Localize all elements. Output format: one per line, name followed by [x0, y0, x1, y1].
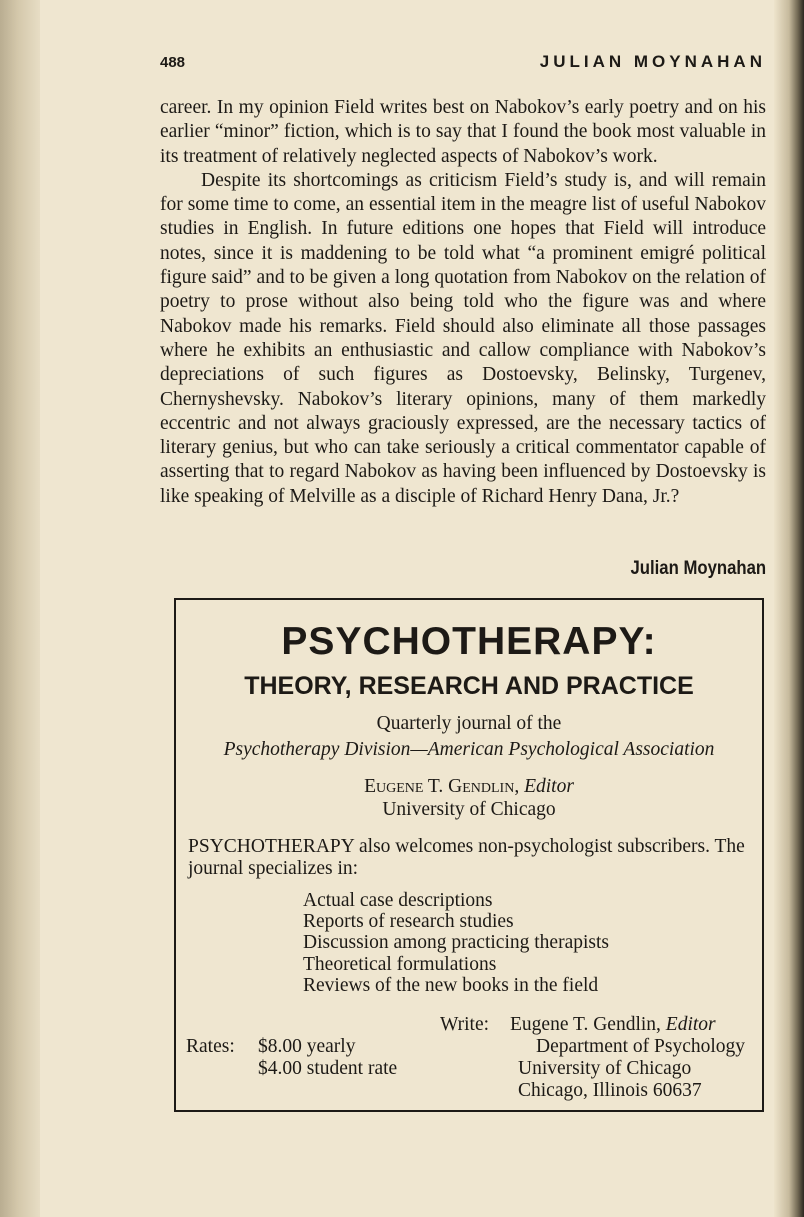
page-edge-left: [0, 0, 40, 1217]
page-edge-right: [774, 0, 804, 1217]
list-item: Reviews of the new books in the field: [303, 974, 599, 996]
paragraph-2: Despite its shortcomings as criticism Field’s study is, and will remain for some time to come, an essential item in the meagre list of useful Nabokov studies in English. In future editions one hopes that Field will introduce notes, since it is maddening to be told what “a prominent emigré political figure said” and to be given a long quotation from Nabokov on the relation of poetry to prose without also being told who the figure was and where Nabokov made his remarks. Field should also eliminate all those passages where he exhibits an enthusiastic and callow compliance with Nabokov’s depreciations of such figures as Dostoevsky, Belinsky, Turgenev, Chernyshevsky. Nabokov’s literary opinions, many of them markedly eccentric and not always graciously expressed, are the necessary tactics of literary genius, but who can take seriously a critical commentator capable of asserting that to regard Nabokov as having been influenced by Dostoevsky is like speaking of Melville as a disciple of Richard Henry Dana, Jr.?: [160, 169, 766, 507]
editor-role: Editor: [524, 776, 574, 797]
rates-list: [258, 1036, 397, 1080]
address-line: University of Chicago: [518, 1058, 692, 1079]
editor-name: Eugene T. Gendlin,: [364, 776, 520, 797]
list-item: Reports of research studies: [303, 911, 514, 933]
ad-description-line2: Psychotherapy Division—American Psychological Association: [223, 739, 715, 760]
list-item: Theoretical formulations: [303, 953, 497, 975]
article-body: [160, 96, 766, 509]
ad-subtitle: THEORY, RESEARCH AND PRACTICE: [244, 672, 694, 700]
list-item: Actual case descriptions: [303, 890, 493, 911]
address-line: Department of Psychology: [536, 1036, 746, 1057]
address-name-line: [510, 1014, 745, 1036]
write-label: Write:: [440, 1014, 490, 1035]
ad-editor-line: [176, 776, 762, 798]
ad-welcome-text: PSYCHOTHERAPY also welcomes non-psychologist subscribers. The journal specializes in:: [188, 836, 745, 879]
list-item: Discussion among practicing therapists: [303, 932, 609, 954]
page-header: [160, 52, 766, 80]
specialties-list: [303, 890, 609, 996]
journal-advertisement: [174, 598, 764, 1112]
rate-student: $4.00 student rate: [258, 1058, 398, 1079]
address-name: Eugene T. Gendlin,: [510, 1014, 661, 1035]
ad-title: PSYCHOTHERAPY:: [281, 620, 657, 663]
ad-university: University of Chicago: [382, 799, 556, 820]
rates-label: Rates:: [186, 1036, 235, 1057]
mailing-address: [510, 1014, 745, 1102]
address-line: Chicago, Illinois 60637: [518, 1080, 702, 1101]
rate-yearly: $8.00 yearly: [258, 1036, 356, 1057]
ad-description-line1: Quarterly journal of the: [376, 713, 562, 734]
running-head: JULIAN MOYNAHAN: [539, 52, 766, 71]
page-number: 488: [160, 54, 186, 71]
author-signature: Julian Moynahan: [630, 558, 766, 579]
address-role: Editor: [665, 1014, 716, 1035]
paragraph-1: career. In my opinion Field writes best on Nabokov’s early poetry and on his earlier “minor” fiction, which is to say that I found the book most valuable in its treatment of relatively neglected aspects of Nabokov’s work.: [160, 97, 766, 167]
